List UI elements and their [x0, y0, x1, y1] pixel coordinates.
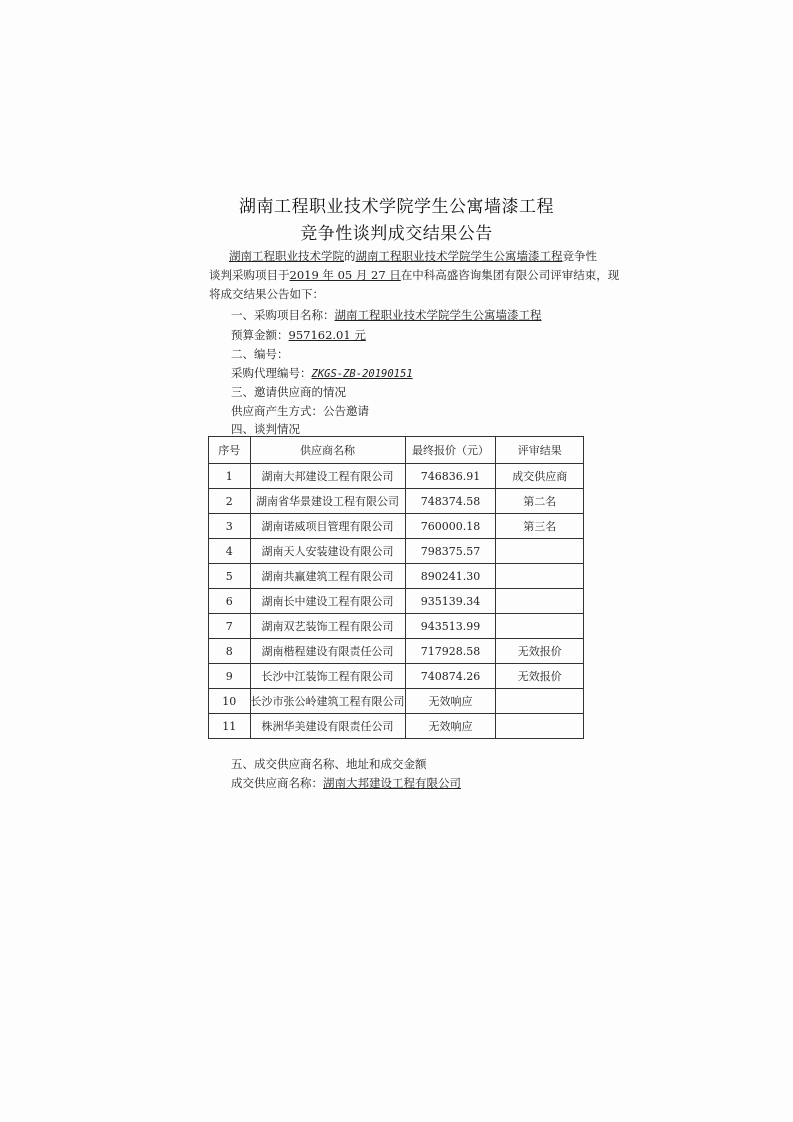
budget-label: 预算金额： — [231, 328, 289, 342]
header-index: 序号 — [209, 437, 251, 464]
table-row — [209, 589, 584, 614]
cell-price: 798375.57 — [405, 539, 496, 564]
cell-index: 2 — [209, 489, 251, 514]
cell-index: 9 — [209, 664, 251, 689]
cell-supplier: 湖南省华景建设工程有限公司 — [250, 489, 405, 514]
table-row — [209, 514, 584, 539]
review-date: 2019 年 05 月 27 日 — [289, 268, 401, 282]
cell-index: 7 — [209, 614, 251, 639]
header-result: 评审结果 — [496, 437, 584, 464]
section-2: 二、编号： — [231, 347, 289, 361]
table-header-row — [209, 437, 584, 464]
intro-line-3: 将成交结果公告如下： — [209, 287, 324, 301]
header-price: 最终报价（元） — [405, 437, 496, 464]
cell-price: 无效响应 — [405, 689, 496, 714]
project-name: 湖南工程职业技术学院学生公寓墙漆工程 — [334, 308, 542, 322]
cell-result: 第三名 — [496, 514, 584, 539]
cell-index: 11 — [209, 714, 251, 739]
intro-text: 竞争性 — [562, 249, 597, 263]
cell-price: 748374.58 — [405, 489, 496, 514]
section-1-label: 一、采购项目名称： — [231, 308, 335, 322]
winner-label: 成交供应商名称： — [231, 776, 323, 790]
cell-result — [496, 714, 584, 739]
cell-price: 760000.18 — [405, 514, 496, 539]
cell-result: 第二名 — [496, 489, 584, 514]
intro-line-1 — [229, 249, 597, 263]
supplier-method-label: 供应商产生方式： — [231, 404, 323, 418]
cell-supplier: 湖南天人安装建设有限公司 — [250, 539, 405, 564]
table-row — [209, 714, 584, 739]
cell-price: 717928.58 — [405, 639, 496, 664]
title-line-1: 湖南工程职业技术学院学生公寓墙漆工程 — [239, 197, 554, 217]
cell-result: 无效报价 — [496, 639, 584, 664]
winner — [231, 776, 461, 790]
cell-result — [496, 564, 584, 589]
intro-text: 谈判采购项目于 — [209, 268, 290, 282]
cell-supplier: 株洲华美建设有限责任公司 — [250, 714, 405, 739]
cell-price: 935139.34 — [405, 589, 496, 614]
section-5: 五、成交供应商名称、地址和成交金额 — [231, 757, 427, 771]
table-row — [209, 464, 584, 489]
table-row — [209, 664, 584, 689]
cell-supplier: 长沙中江装饰工程有限公司 — [250, 664, 405, 689]
supplier-method — [231, 404, 369, 418]
cell-price: 890241.30 — [405, 564, 496, 589]
table-row — [209, 539, 584, 564]
cell-result: 成交供应商 — [496, 464, 584, 489]
section-3: 三、邀请供应商的情况 — [231, 385, 346, 399]
cell-supplier: 湖南楷程建设有限责任公司 — [250, 639, 405, 664]
cell-supplier: 湖南共赢建筑工程有限公司 — [250, 564, 405, 589]
cell-index: 1 — [209, 464, 251, 489]
table-row — [209, 489, 584, 514]
cell-price: 746836.91 — [405, 464, 496, 489]
purchaser-name: 湖南工程职业技术学院 — [229, 249, 344, 263]
cell-price: 无效响应 — [405, 714, 496, 739]
cell-result — [496, 539, 584, 564]
cell-result: 无效报价 — [496, 664, 584, 689]
cell-result — [496, 614, 584, 639]
cell-index: 4 — [209, 539, 251, 564]
section-1 — [231, 308, 542, 322]
cell-index: 8 — [209, 639, 251, 664]
table-row — [209, 614, 584, 639]
title-line-2: 竞争性谈判成交结果公告 — [300, 224, 493, 244]
cell-supplier: 湖南诺威项目管理有限公司 — [250, 514, 405, 539]
cell-price: 943513.99 — [405, 614, 496, 639]
intro-text: 在中科高盛咨询集团有限公司评审结束，现 — [400, 268, 620, 282]
cell-supplier: 湖南大邦建设工程有限公司 — [250, 464, 405, 489]
table-row — [209, 564, 584, 589]
cell-result — [496, 689, 584, 714]
cell-supplier: 湖南长中建设工程有限公司 — [250, 589, 405, 614]
supplier-method-value: 公告邀请 — [323, 404, 369, 418]
cell-supplier: 长沙市张公岭建筑工程有限公司 — [250, 689, 405, 714]
agency-number — [231, 366, 413, 381]
cell-index: 10 — [209, 689, 251, 714]
table-row — [209, 639, 584, 664]
agency-number-label: 采购代理编号： — [231, 366, 312, 380]
header-supplier: 供应商名称 — [250, 437, 405, 464]
cell-index: 5 — [209, 564, 251, 589]
intro-line-2 — [209, 268, 619, 282]
table-row — [209, 689, 584, 714]
budget-amount: 957162.01 元 — [288, 328, 366, 342]
section-4: 四、谈判情况 — [231, 422, 300, 436]
winner-name: 湖南大邦建设工程有限公司 — [323, 776, 461, 790]
cell-index: 3 — [209, 514, 251, 539]
cell-result — [496, 589, 584, 614]
cell-price: 740874.26 — [405, 664, 496, 689]
project-name-inline: 湖南工程职业技术学院学生公寓墙漆工程 — [355, 249, 563, 263]
cell-index: 6 — [209, 589, 251, 614]
intro-text: 的 — [344, 249, 356, 263]
agency-number-value: ZKGS-ZB-20190151 — [311, 368, 413, 380]
budget — [231, 328, 366, 342]
cell-supplier: 湖南双艺装饰工程有限公司 — [250, 614, 405, 639]
negotiation-table — [208, 436, 584, 739]
